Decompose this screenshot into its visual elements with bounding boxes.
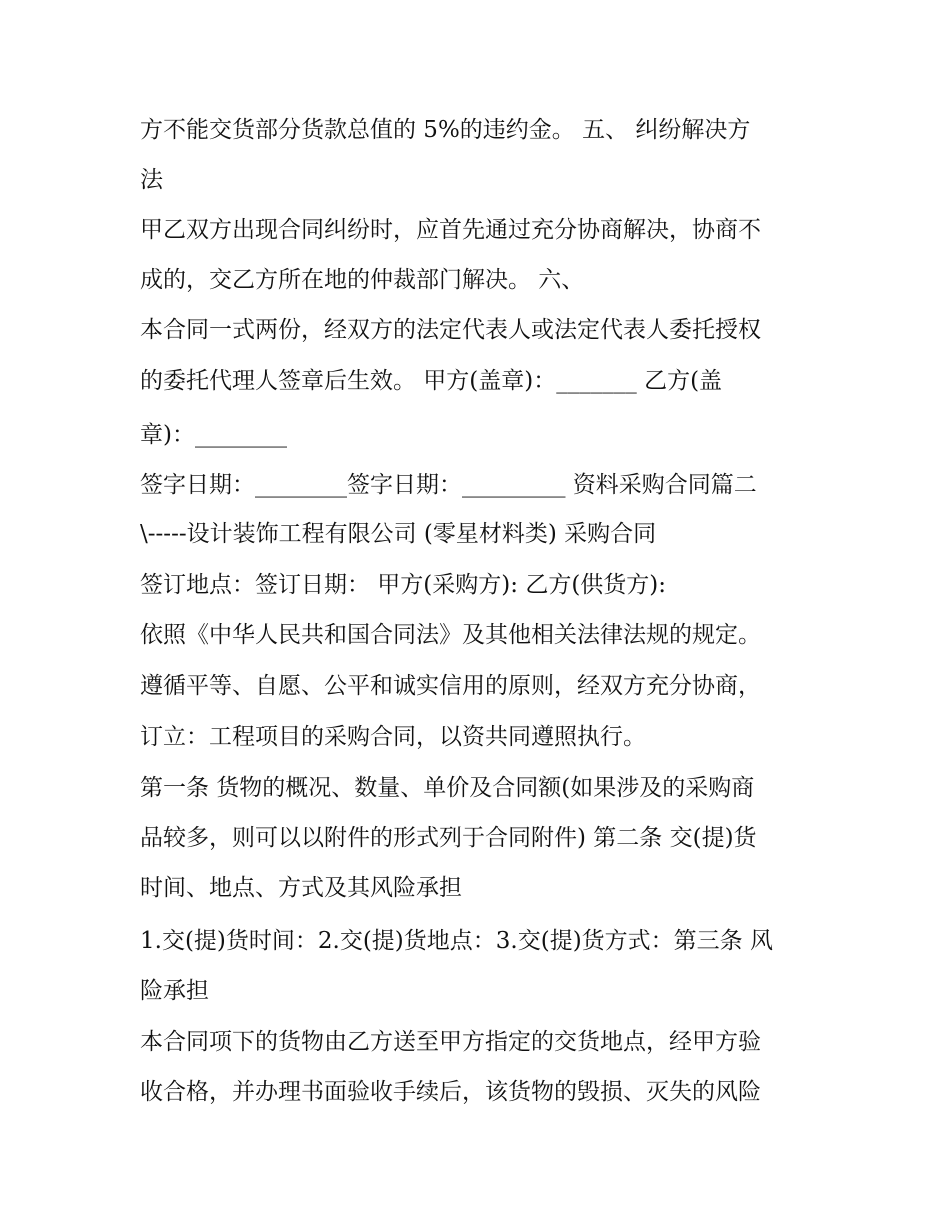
- text-line: 依照《中华人民共和国合同法》及其他相关法律法规的规定。: [140, 622, 761, 648]
- text-line: 品较多，则可以以附件的形式列于合同附件) 第二条 交(提)货: [140, 825, 757, 851]
- text-line: 第一条 货物的概况、数量、单价及合同额(如果涉及的采购商: [140, 775, 755, 801]
- text-line: \-----设计装饰工程有限公司 (零星材料类) 采购合同: [140, 521, 657, 547]
- text-line: 甲乙双方出现合同纠纷时，应首先通过充分协商解决，协商不: [140, 217, 761, 243]
- text-line: 章)：________: [140, 422, 287, 448]
- text-line: 本合同一式两份，经双方的法定代表人或法定代表人委托授权: [140, 317, 761, 343]
- text-line: 的委托代理人签章后生效。 甲方(盖章)：_______ 乙方(盖: [140, 368, 723, 394]
- text-line: 方不能交货部分货款总值的 5%的违约金。 五、 纠纷解决方: [140, 117, 751, 143]
- text-line: 订立：工程项目的采购合同，以资共同遵照执行。: [140, 724, 646, 750]
- text-line: 收合格，并办理书面验收手续后，该货物的毁损、灭失的风险: [140, 1079, 761, 1105]
- text-line: 成的，交乙方所在地的仲裁部门解决。 六、: [140, 267, 585, 293]
- text-line: 签字日期：________签字日期：_________ 资料采购合同篇二: [140, 472, 757, 498]
- text-line: 法: [140, 167, 163, 193]
- text-line: 签订地点：签订日期： 甲方(采购方): 乙方(供货方):: [140, 572, 667, 598]
- text-line: 1.交(提)货时间：2.交(提)货地点：3.交(提)货方式：第三条 风: [140, 928, 773, 954]
- text-line: 时间、地点、方式及其风险承担: [140, 875, 462, 901]
- text-line: 本合同项下的货物由乙方送至甲方指定的交货地点，经甲方验: [140, 1029, 761, 1055]
- text-line: 险承担: [140, 978, 209, 1004]
- text-line: 遵循平等、自愿、公平和诚实信用的原则，经双方充分协商，: [140, 673, 761, 699]
